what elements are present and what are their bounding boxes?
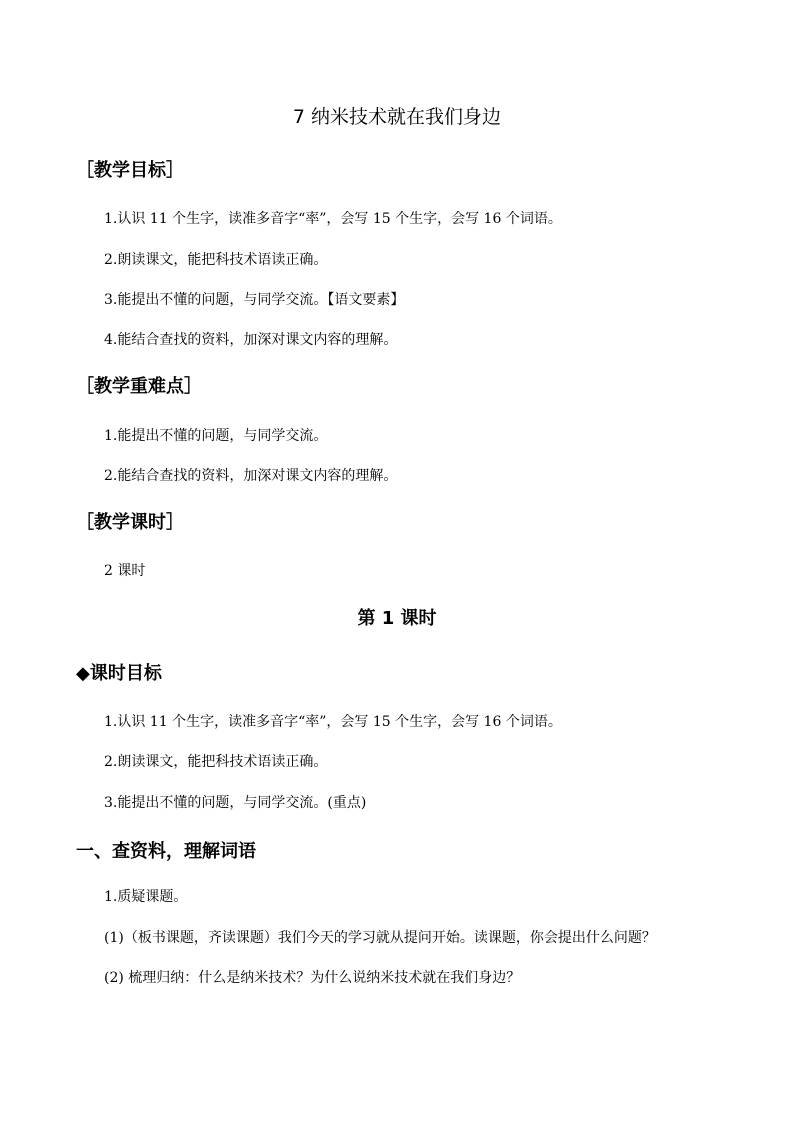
periods-heading: ［教学课时］ [76, 512, 184, 533]
lesson-goal-item: 2.朗读课文，能把科技术语读正确。 [104, 754, 328, 770]
key-point-item: 2.能结合查找的资料，加深对课文内容的理解。 [104, 468, 398, 484]
document-title: 7 纳米技术就在我们身边 [292, 106, 502, 128]
objective-item: 3.能提出不懂的问题，与同学交流。【语文要素】 [104, 292, 405, 308]
section-item: (1)（板书课题，齐读课题）我们今天的学习就从提问开始。读课题，你会提出什么问题？ [104, 930, 656, 946]
section-heading: 一、查资料，理解词语 [76, 841, 256, 862]
lesson-goal-item: 3.能提出不懂的问题，与同学交流。(重点) [104, 795, 367, 811]
section-item: 1.质疑课题。 [104, 889, 188, 905]
objective-item: 2.朗读课文，能把科技术语读正确。 [104, 252, 328, 268]
objectives-heading: ［教学目标］ [76, 160, 184, 181]
key-points-heading: ［教学重难点］ [76, 376, 202, 397]
objective-item: 1.认识 11 个生字，读准多音字“率”，会写 15 个生字，会写 16 个词语。 [104, 211, 562, 227]
periods-value: 2 课时 [104, 563, 146, 579]
section-item: (2) 梳理归纳：什么是纳米技术？为什么说纳米技术就在我们身边？ [104, 970, 521, 986]
lesson-goal-item: 1.认识 11 个生字，读准多音字“率”，会写 15 个生字，会写 16 个词语。 [104, 714, 562, 730]
objective-item: 4.能结合查找的资料，加深对课文内容的理解。 [104, 332, 398, 348]
key-point-item: 1.能提出不懂的问题，与同学交流。 [104, 428, 328, 444]
lesson-title: 第 1 课时 [357, 608, 437, 629]
lesson-goals-heading: ◆课时目标 [76, 663, 162, 684]
